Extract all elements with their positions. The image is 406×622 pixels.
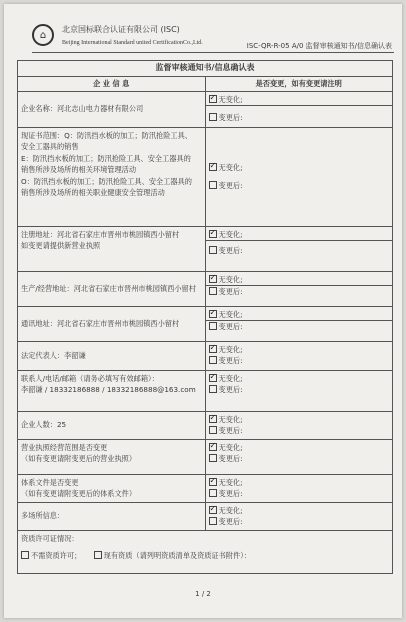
scope-change — [205, 127, 393, 226]
checkbox[interactable] — [209, 385, 217, 393]
changed-option[interactable]: 变更后: — [209, 112, 390, 124]
contact-label: 联系人/电话/邮箱（请务必填写有效邮箱）： — [21, 373, 159, 383]
multi-site-label: 多场所信息： — [21, 511, 65, 521]
scope-line: 销售所涉及场所的相关环境管理活动 — [21, 165, 137, 175]
org-name-en: Beijing International Standard united CertificationCo.,Ltd. — [62, 40, 203, 46]
has-qualification-option[interactable]: 现有资质（请列明资质清单及资质证书附件）： — [94, 551, 251, 560]
license-question: 营业执照经营范围是否变更 — [21, 442, 108, 452]
checkbox-checked[interactable] — [209, 345, 217, 353]
changed-option[interactable]: 变更后: — [209, 245, 390, 257]
qualification-options — [21, 550, 389, 562]
col-header-change: 是否变更，如有变更请注明 — [205, 77, 393, 92]
checkbox[interactable] — [209, 113, 217, 121]
employee-count: 企业人数：25 — [21, 420, 67, 430]
scope-cell — [18, 127, 206, 226]
prod-address-change — [205, 271, 393, 306]
document-code: ISC-QR-R-05 A/0 监督审核通知书/信息确认表 — [246, 42, 392, 50]
no-change-option[interactable]: ✓无变化; — [209, 162, 390, 174]
document-header — [32, 20, 392, 50]
qualification-cell — [18, 530, 393, 573]
changed-option[interactable]: 变更后: — [209, 516, 390, 528]
changed-option[interactable]: 变更后: — [209, 355, 390, 367]
company-name-change — [205, 91, 393, 127]
checkbox[interactable] — [209, 181, 217, 189]
header-divider — [32, 52, 394, 53]
legal-rep: 法定代表人：李韶谦 — [21, 350, 86, 360]
system-docs-change — [205, 474, 393, 502]
reg-address-note: 如变更请提供新营业执照 — [21, 241, 101, 251]
changed-option[interactable]: 变更后: — [209, 286, 390, 298]
checkbox-checked[interactable] — [209, 95, 217, 103]
document-page — [4, 4, 402, 618]
prod-address-cell — [18, 271, 206, 306]
changed-option[interactable]: 变更后: — [209, 384, 390, 396]
checkbox-checked[interactable] — [209, 230, 217, 238]
prod-address: 生产/经营地址：河北省石家庄市晋州市桃园镇西小留村 — [21, 283, 196, 293]
checkbox-checked[interactable] — [209, 415, 217, 423]
changed-option[interactable]: 变更后: — [209, 488, 390, 500]
multi-site-cell — [18, 502, 206, 530]
scope-line: E：防汛挡水板的加工；防汛抢险工具、安全工器具的 — [21, 153, 191, 163]
checkbox-checked[interactable] — [209, 275, 217, 283]
changed-option[interactable]: 变更后: — [209, 425, 390, 437]
legal-rep-change — [205, 341, 393, 370]
checkbox[interactable] — [209, 489, 217, 497]
multi-site-change — [205, 502, 393, 530]
changed-option[interactable]: 变更后: — [209, 453, 390, 465]
checkbox[interactable] — [209, 287, 217, 295]
no-change-option[interactable]: ✓无变化; — [209, 309, 390, 321]
no-change-option[interactable]: ✓无变化; — [209, 442, 390, 454]
contact-value: 李韶谦 / 18332186888 / 18332186888@163.com — [21, 385, 196, 395]
page-number: 1 / 2 — [195, 590, 211, 598]
legal-rep-cell — [18, 341, 206, 370]
checkbox-checked[interactable] — [209, 506, 217, 514]
checkbox[interactable] — [209, 454, 217, 462]
checkbox[interactable] — [21, 551, 29, 559]
license-note: （如有变更请附变更后的营业执照） — [21, 454, 137, 464]
no-qualification-option[interactable]: 不需资质许可； — [21, 551, 81, 560]
employees-change — [205, 411, 393, 439]
qualification-label: 资质许可证情况： — [21, 533, 79, 543]
checkbox-checked[interactable] — [209, 443, 217, 451]
reg-address: 注册地址：河北省石家庄市晋州市桃园镇西小留村 — [21, 229, 180, 239]
system-docs-question: 体系文件是否变更 — [21, 477, 79, 487]
info-form-table — [17, 60, 393, 574]
scope-line: 销售所涉及场所的相关职业健康安全管理活动 — [21, 188, 165, 198]
checkbox[interactable] — [209, 322, 217, 330]
system-docs-note: （如有变更请附变更后的体系文件） — [21, 489, 137, 499]
scope-line: 安全工器具的销售 — [21, 142, 79, 152]
form-title: 监督审核通知书/信息确认表 — [18, 61, 393, 77]
no-change-option[interactable]: ✓无变化; — [209, 477, 390, 489]
contact-change — [205, 370, 393, 411]
scope-line: 现证书范围：Q：防汛挡水板的加工；防汛抢险工具、 — [21, 130, 192, 140]
checkbox[interactable] — [209, 356, 217, 364]
checkbox[interactable] — [209, 517, 217, 525]
isc-logo-icon: ⌂ — [32, 24, 54, 46]
no-change-option[interactable]: ✓无变化; — [209, 373, 390, 385]
checkbox-checked[interactable] — [209, 310, 217, 318]
no-change-option[interactable]: ✓无变化; — [209, 344, 390, 356]
no-change-option[interactable]: ✓无变化; — [209, 414, 390, 426]
comm-address-change — [205, 306, 393, 341]
company-name-cell — [18, 91, 206, 127]
employees-cell — [18, 411, 206, 439]
license-cell — [18, 439, 206, 474]
reg-address-change — [205, 226, 393, 271]
company-name: 企业名称：河北志山电力器材有限公司 — [21, 104, 144, 114]
checkbox-checked[interactable] — [209, 478, 217, 486]
checkbox-checked[interactable] — [209, 163, 217, 171]
changed-option[interactable]: 变更后: — [209, 180, 390, 192]
no-change-option[interactable]: ✓无变化; — [209, 274, 390, 286]
no-change-option[interactable]: ✓无变化; — [209, 505, 390, 517]
checkbox-checked[interactable] — [209, 374, 217, 382]
system-docs-cell — [18, 474, 206, 502]
contact-cell — [18, 370, 206, 411]
reg-address-cell — [18, 226, 206, 271]
checkbox[interactable] — [209, 426, 217, 434]
license-change — [205, 439, 393, 474]
comm-address-cell — [18, 306, 206, 341]
no-change-option[interactable]: ✓无变化; — [209, 229, 390, 241]
scope-line: O：防汛挡水板的加工；防汛抢险工具、安全工器具的 — [21, 176, 192, 186]
changed-option[interactable]: 变更后: — [209, 321, 390, 333]
no-change-option[interactable]: ✓无变化; — [209, 94, 390, 106]
comm-address: 通讯地址：河北省石家庄市晋州市桃园镇西小留村 — [21, 318, 180, 328]
org-name-cn: 北京国标联合认证有限公司 (ISC) — [62, 25, 180, 34]
checkbox[interactable] — [94, 551, 102, 559]
checkbox[interactable] — [209, 246, 217, 254]
col-header-company-info: 企 业 信 息 — [18, 77, 206, 92]
